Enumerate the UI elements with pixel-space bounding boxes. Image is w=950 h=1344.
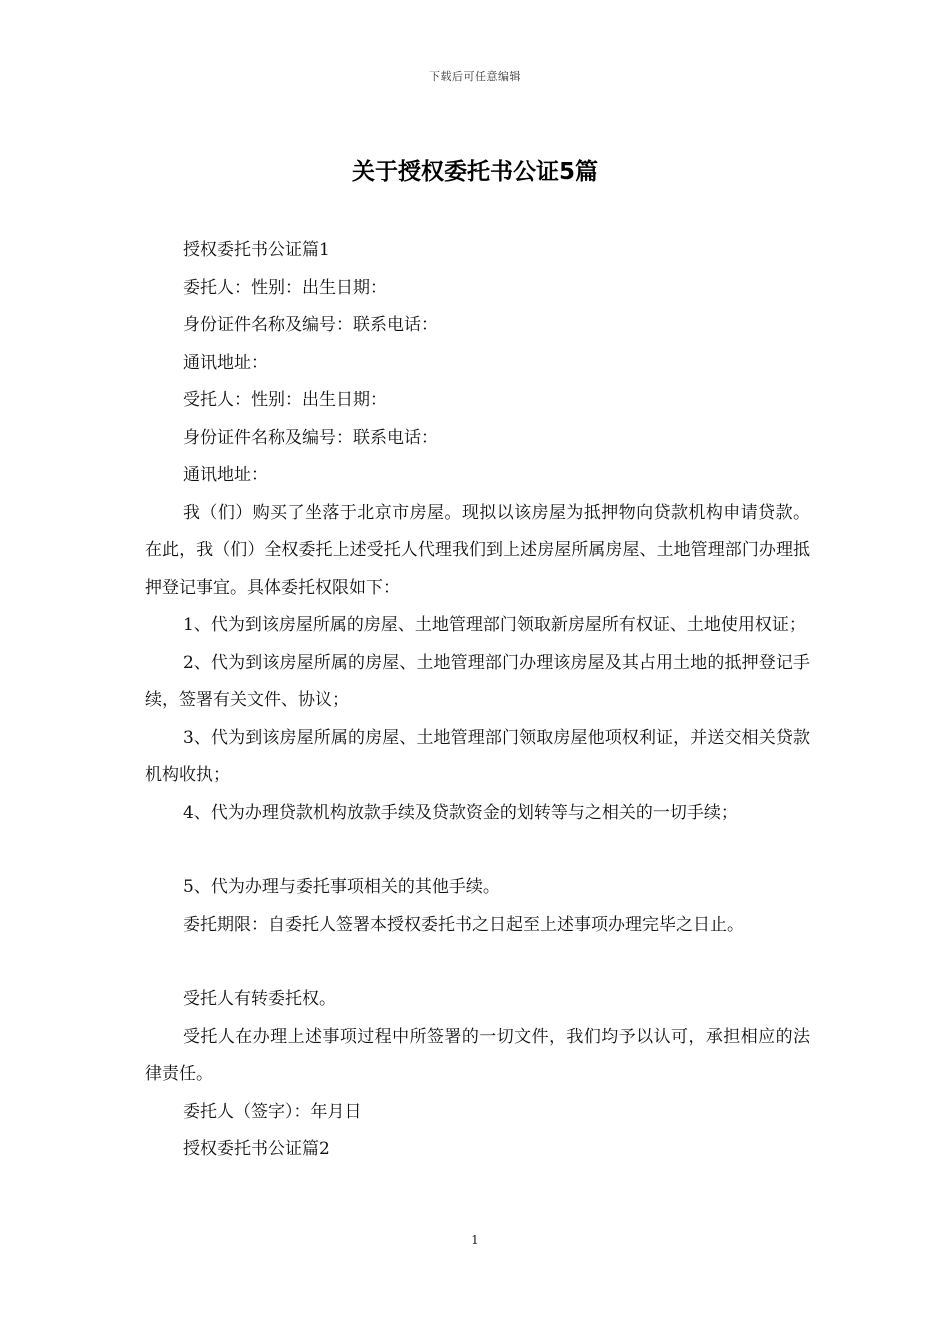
agent-line: 受托人：性别：出生日期： [183, 390, 387, 410]
section-heading-2: 授权委托书公证篇2 [183, 1139, 330, 1159]
signature-line: 委托人（签字）：年月日 [183, 1101, 362, 1122]
agent-address-line: 通讯地址： [183, 465, 268, 485]
intro-paragraph: 我（们）购买了坐落于北京市房屋。现拟以该房屋为抵押物向贷款机构申请贷款。在此，我（们）全权委托上述受托人代理我们到上述房屋所属房屋、土地管理部门办理抵押登记事宜。具体委托权限如下： [145, 502, 810, 598]
authority-item-2: 2、代为到该房屋所属的房屋、土地管理部门办理该房屋及其占用土地的抵押登记手续，签署有关文件、协议； [145, 652, 810, 710]
term-paragraph: 委托期限：自委托人签署本授权委托书之日起至上述事项办理完毕之日止。 [183, 914, 744, 935]
agent-id-line: 身份证件名称及编号：联系电话： [183, 427, 438, 448]
authority-item-3: 3、代为到该房屋所属的房屋、土地管理部门领取房屋他项权利证，并送交相关贷款机构收执； [145, 727, 810, 785]
page-number: 1 [471, 1233, 479, 1247]
principal-line: 委托人：性别：出生日期： [183, 277, 387, 298]
principal-address-line: 通讯地址： [183, 352, 268, 373]
acknowledgement-paragraph: 受托人在办理上述事项过程中所签署的一切文件，我们均予以认可，承担相应的法律责任。 [145, 1026, 810, 1084]
authority-item-4: 4、代为办理贷款机构放款手续及贷款资金的划转等与之相关的一切手续； [183, 802, 738, 823]
document-body [145, 232, 810, 1169]
section-heading-1: 授权委托书公证篇1 [183, 240, 330, 260]
document-title: 关于授权委托书公证5篇 [351, 159, 598, 185]
authority-item-5: 5、代为办理与委托事项相关的其他手续。 [183, 877, 500, 897]
header-note: 下载后可任意编辑 [429, 70, 521, 83]
principal-id-line: 身份证件名称及编号：联系电话： [183, 315, 438, 335]
authority-item-1: 1、代为到该房屋所属的房屋、土地管理部门领取新房屋所有权证、土地使用权证； [183, 615, 806, 635]
sub-delegation-paragraph: 受托人有转委托权。 [183, 989, 336, 1009]
